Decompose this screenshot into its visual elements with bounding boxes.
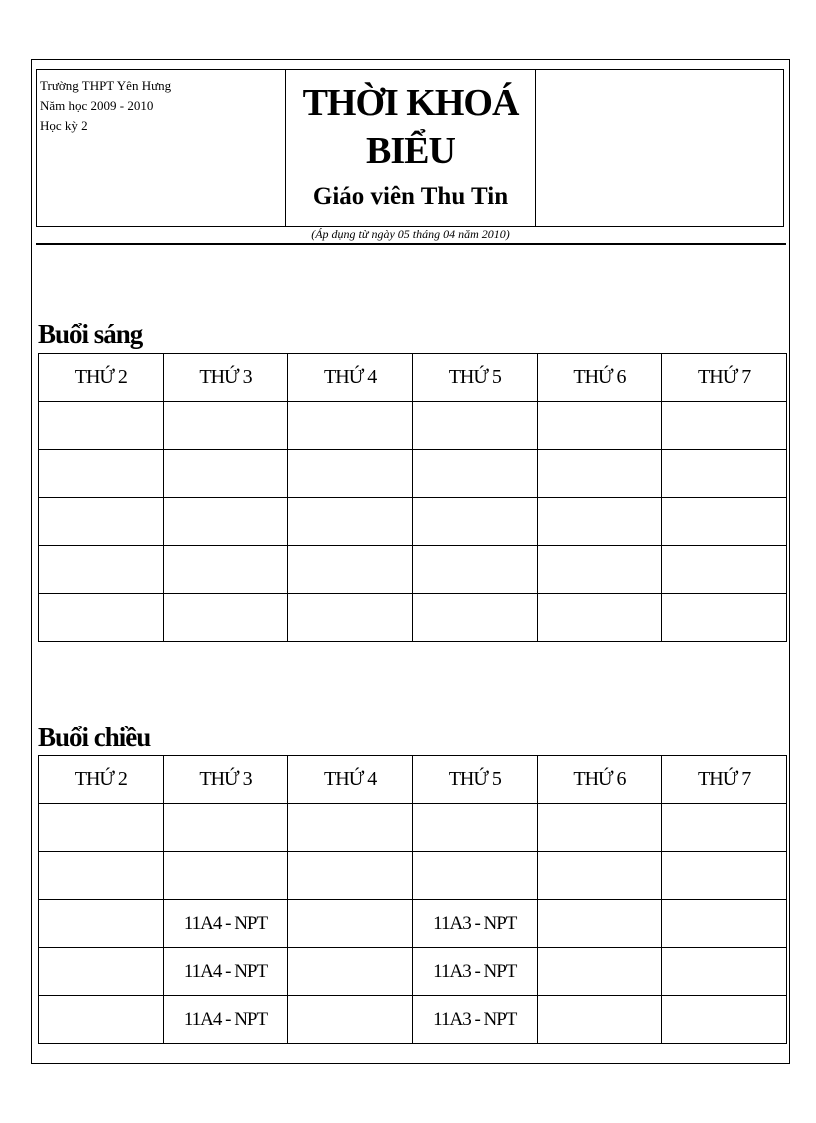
table-cell bbox=[288, 996, 413, 1044]
day-header: THỨ 7 bbox=[662, 354, 787, 402]
table-row bbox=[39, 852, 787, 900]
day-header: THỨ 5 bbox=[412, 354, 537, 402]
table-cell bbox=[662, 594, 787, 642]
table-cell bbox=[537, 852, 662, 900]
table-cell bbox=[412, 546, 537, 594]
table-row bbox=[39, 450, 787, 498]
table-cell bbox=[662, 804, 787, 852]
page-title: THỜI KHOÁ BIỂU bbox=[302, 82, 519, 172]
table-cell bbox=[288, 900, 413, 948]
day-header: THỨ 6 bbox=[537, 354, 662, 402]
table-cell bbox=[537, 402, 662, 450]
table-cell bbox=[39, 546, 164, 594]
table-cell bbox=[662, 498, 787, 546]
table-cell bbox=[662, 996, 787, 1044]
table-cell bbox=[412, 804, 537, 852]
table-cell: 11A3 - NPT bbox=[412, 948, 537, 996]
title-block bbox=[286, 70, 536, 241]
day-header: THỨ 3 bbox=[163, 354, 288, 402]
table-cell bbox=[537, 900, 662, 948]
day-header: THỨ 4 bbox=[288, 354, 413, 402]
table-cell bbox=[412, 498, 537, 546]
table-cell bbox=[39, 402, 164, 450]
table-cell bbox=[163, 852, 288, 900]
table-cell bbox=[412, 402, 537, 450]
table-cell bbox=[288, 594, 413, 642]
table-row bbox=[39, 900, 787, 948]
table-row bbox=[39, 996, 787, 1044]
table-cell bbox=[537, 546, 662, 594]
school-name: Trường THPT Yên Hưng bbox=[40, 78, 172, 93]
school-year: Năm học 2009 - 2010 bbox=[40, 98, 154, 113]
table-cell bbox=[537, 996, 662, 1044]
table-cell bbox=[163, 450, 288, 498]
semester: Học kỳ 2 bbox=[40, 118, 88, 133]
table-cell bbox=[662, 948, 787, 996]
table-cell bbox=[537, 804, 662, 852]
table-cell: 11A4 - NPT bbox=[163, 900, 288, 948]
table-cell bbox=[39, 804, 164, 852]
day-header: THỨ 6 bbox=[537, 756, 662, 804]
table-cell bbox=[537, 594, 662, 642]
table-cell bbox=[288, 948, 413, 996]
table-cell bbox=[662, 900, 787, 948]
divider-rule bbox=[36, 243, 786, 245]
table-cell bbox=[288, 804, 413, 852]
morning-timetable bbox=[38, 353, 787, 642]
header-row bbox=[39, 354, 787, 402]
table-cell bbox=[412, 450, 537, 498]
table-row bbox=[39, 402, 787, 450]
table-cell bbox=[163, 402, 288, 450]
table-cell bbox=[39, 900, 164, 948]
table-cell bbox=[662, 450, 787, 498]
day-header: THỨ 3 bbox=[163, 756, 288, 804]
table-cell bbox=[163, 546, 288, 594]
table-row bbox=[39, 546, 787, 594]
table-row bbox=[39, 498, 787, 546]
table-cell bbox=[288, 546, 413, 594]
table-cell bbox=[39, 498, 164, 546]
afternoon-timetable bbox=[38, 755, 787, 1044]
table-cell bbox=[537, 498, 662, 546]
table-cell bbox=[39, 996, 164, 1044]
table-row bbox=[39, 948, 787, 996]
day-header: THỨ 7 bbox=[662, 756, 787, 804]
table-cell bbox=[163, 804, 288, 852]
day-header: THỨ 5 bbox=[412, 756, 537, 804]
day-header: THỨ 2 bbox=[39, 354, 164, 402]
table-cell bbox=[288, 852, 413, 900]
table-cell bbox=[288, 450, 413, 498]
header-box bbox=[36, 69, 784, 241]
table-cell: 11A4 - NPT bbox=[163, 948, 288, 996]
table-cell bbox=[412, 852, 537, 900]
table-cell bbox=[662, 402, 787, 450]
effective-date-note: (Áp dụng từ ngày 05 tháng 04 năm 2010) bbox=[311, 227, 510, 241]
table-cell bbox=[662, 852, 787, 900]
table-cell bbox=[163, 594, 288, 642]
table-cell bbox=[163, 498, 288, 546]
table-row bbox=[39, 594, 787, 642]
table-cell bbox=[288, 402, 413, 450]
header-row bbox=[39, 756, 787, 804]
table-cell bbox=[537, 450, 662, 498]
day-header: THỨ 2 bbox=[39, 756, 164, 804]
table-cell bbox=[662, 546, 787, 594]
table-cell bbox=[39, 852, 164, 900]
teacher-name: Giáo viên Thu Tin bbox=[312, 183, 509, 210]
table-cell bbox=[39, 948, 164, 996]
table-cell bbox=[537, 948, 662, 996]
table-cell: 11A3 - NPT bbox=[412, 900, 537, 948]
table-cell bbox=[288, 498, 413, 546]
day-header: THỨ 4 bbox=[288, 756, 413, 804]
header-empty-cell bbox=[536, 70, 783, 226]
afternoon-section-title: Buổi chiều bbox=[38, 722, 151, 752]
table-cell bbox=[39, 594, 164, 642]
morning-section-title: Buổi sáng bbox=[38, 319, 143, 349]
table-cell bbox=[412, 594, 537, 642]
school-info bbox=[37, 70, 286, 226]
table-cell bbox=[39, 450, 164, 498]
table-cell: 11A4 - NPT bbox=[163, 996, 288, 1044]
table-cell: 11A3 - NPT bbox=[412, 996, 537, 1044]
table-row bbox=[39, 804, 787, 852]
